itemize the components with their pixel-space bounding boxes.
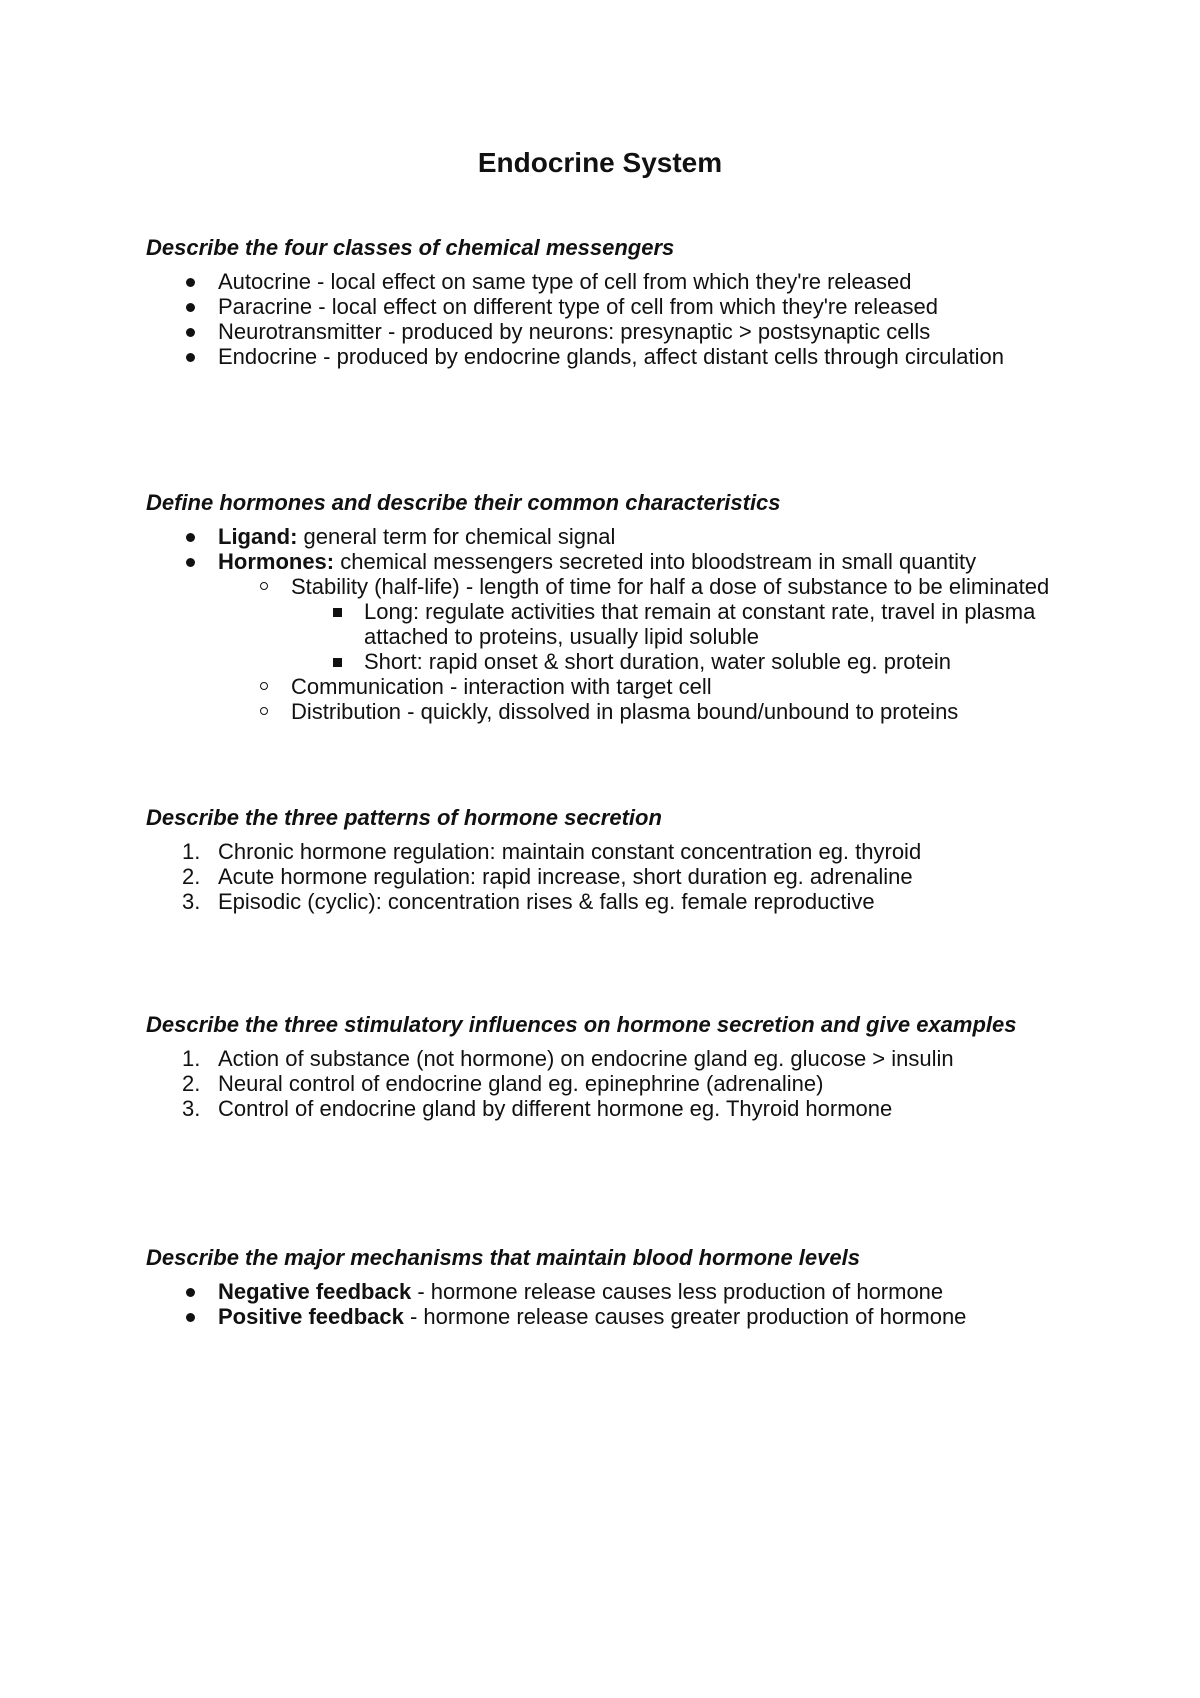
bullet-icon <box>186 533 195 542</box>
section-heading: Define hormones and describe their common characteristics <box>146 490 781 515</box>
bullet-list <box>146 269 1076 369</box>
circle-bullet-icon <box>260 582 268 590</box>
section-heading: Describe the three stimulatory influences on hormone secretion and give examples <box>146 1012 1017 1037</box>
list-item: Neurotransmitter - produced by neurons: presynaptic > postsynaptic cells <box>146 319 1076 344</box>
list-item: Hormones: chemical messengers secreted into bloodstream in small quantity <box>146 549 1076 574</box>
section-heading: Describe the major mechanisms that maintain blood hormone levels <box>146 1245 860 1270</box>
bullet-list <box>146 1279 1076 1329</box>
bullet-icon <box>186 328 195 337</box>
section-hormones <box>146 490 1076 724</box>
bullet-icon <box>186 303 195 312</box>
list-item: Negative feedback - hormone release causes less production of hormone <box>146 1279 1076 1304</box>
section-feedback-mechanisms <box>146 1245 1076 1329</box>
list-item: Paracrine - local effect on different type of cell from which they're released <box>146 294 1076 319</box>
section-secretion-patterns <box>146 805 1076 914</box>
sub-list <box>218 674 1076 724</box>
section-heading: Describe the three patterns of hormone secretion <box>146 805 662 830</box>
bullet-icon <box>186 353 195 362</box>
section-chemical-messengers <box>146 235 1076 369</box>
list-item: 3. Episodic (cyclic): concentration rises & falls eg. female reproductive <box>182 889 875 914</box>
numbered-list <box>146 1046 1076 1121</box>
circle-bullet-icon <box>260 707 268 715</box>
section-stimulatory-influences <box>146 1012 1076 1121</box>
sub-sub-list <box>291 599 1076 674</box>
square-bullet-icon <box>333 608 342 617</box>
list-item: Endocrine - produced by endocrine glands, affect distant cells through circulation <box>146 344 1076 369</box>
bullet-icon <box>186 278 195 287</box>
list-item: Autocrine - local effect on same type of cell from which they're released <box>146 269 1076 294</box>
numbered-list <box>146 839 1076 914</box>
list-item: Communication - interaction with target cell <box>218 674 1076 699</box>
page-title: Endocrine System <box>477 147 723 178</box>
list-item: 1. Action of substance (not hormone) on endocrine gland eg. glucose > insulin <box>182 1046 954 1071</box>
sub-list <box>218 574 1076 599</box>
list-item: Stability (half-life) - length of time for half a dose of substance to be eliminated <box>218 574 1076 599</box>
list-item: Distribution - quickly, dissolved in plasma bound/unbound to proteins <box>218 699 1076 724</box>
list-item: 2. Acute hormone regulation: rapid increase, short duration eg. adrenaline <box>182 864 913 889</box>
bullet-list <box>146 524 1076 574</box>
list-item: Short: rapid onset & short duration, water soluble eg. protein <box>291 649 1076 674</box>
list-item: Long: regulate activities that remain at constant rate, travel in plasma attached to proteins, usually lipid soluble <box>291 599 1076 649</box>
bullet-icon <box>186 558 195 567</box>
list-item: 3. Control of endocrine gland by different hormone eg. Thyroid hormone <box>182 1096 893 1121</box>
list-item: 1. Chronic hormone regulation: maintain constant concentration eg. thyroid <box>182 839 922 864</box>
circle-bullet-icon <box>260 682 268 690</box>
square-bullet-icon <box>333 658 342 667</box>
bullet-icon <box>186 1313 195 1322</box>
section-heading: Describe the four classes of chemical messengers <box>146 235 675 260</box>
list-item: 2. Neural control of endocrine gland eg. epinephrine (adrenaline) <box>182 1071 824 1096</box>
bullet-icon <box>186 1288 195 1297</box>
list-item: Ligand: general term for chemical signal <box>146 524 1076 549</box>
list-item: Positive feedback - hormone release causes greater production of hormone <box>146 1304 1076 1329</box>
